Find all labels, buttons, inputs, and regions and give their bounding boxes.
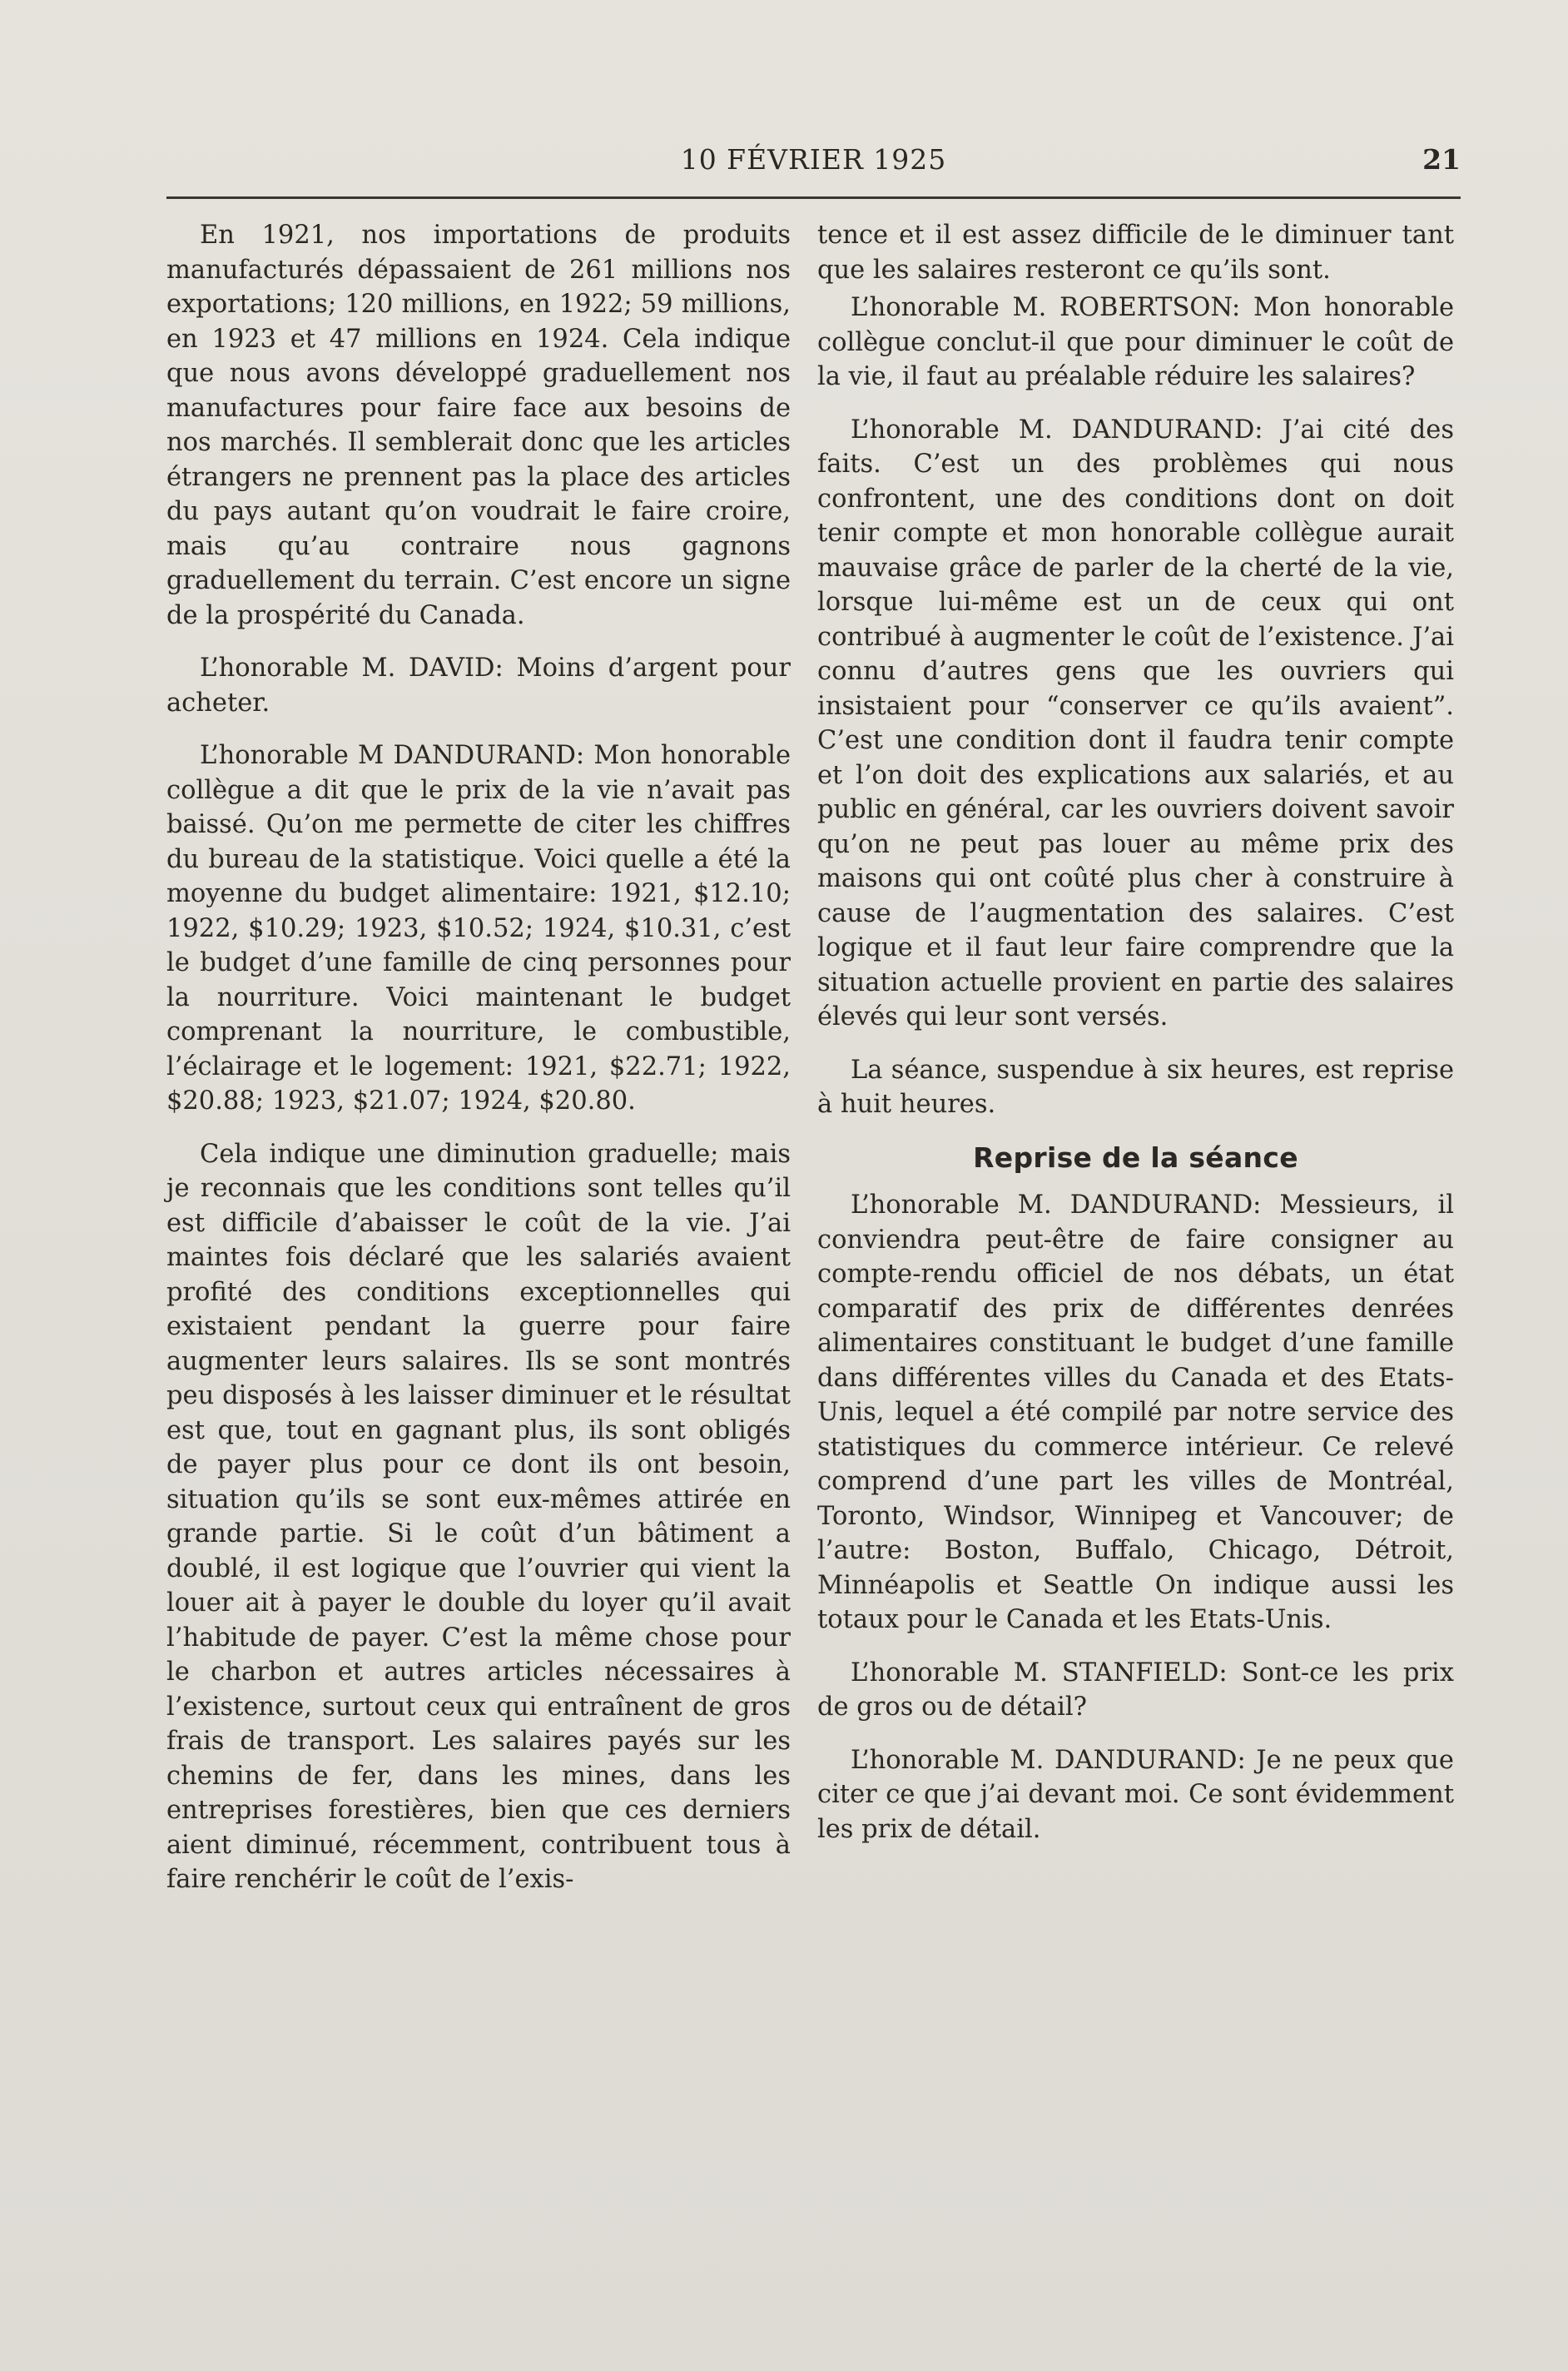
page-header bbox=[166, 143, 1461, 193]
header-rule bbox=[166, 196, 1461, 199]
paragraph: L’honorable M. DANDURAND: Messieurs, il conviendra peut-être de faire consigner au compte-rendu officiel de nos débats, un état comparatif des prix de différentes denrées alimentaires constituant le budget d’une famille dans différentes villes du Canada et des Etats-Unis, lequel a été compilé par notre service des statistiques du commerce intérieur. Ce relevé comprend d’une part les villes de Montréal, Toronto, Windsor, Winnipeg et Vancouver; de l’autre: Boston, Buffalo, Chicago, Détroit, Minnéapolis et Seattle On indique aussi les totaux pour le Canada et les Etats-Unis. bbox=[817, 1190, 1454, 1634]
paragraph: L’honorable M. DANDURAND: J’ai cité des faits. C’est un des problèmes qui nous confrontent, une des conditions dont on doit tenir compte et mon honorable collègue aurait mauvaise grâce de parler de la cherté de la vie, lorsque lui-même est un de ceux qui ont contribué à augmenter le coût de l’existence. J’ai connu d’autres gens que les ouvriers qui insistaient pour “conserver ce qu’ils avaient”. C’est une condition dont il faudra tenir compte et l’on doit des explications aux salariés, et au public en général, car les ouvriers doivent savoir qu’on ne peut pas louer au même prix des maisons qui ont coûté plus cher à construire à cause de l’augmentation des salaires. C’est logique et il faut leur faire comprendre que la situation actuelle provient en partie des salaires élevés qui leur sont versés. bbox=[817, 415, 1454, 1031]
paragraph: En 1921, nos importations de produits manufacturés dépassaient de 261 millions nos exportations; 120 millions, en 1922; 59 millions, en 1923 et 47 millions en 1924. Cela indique que nous avons développé graduellement nos manufactures pour faire face aux besoins de nos marchés. Il semblerait donc que les articles étrangers ne prennent pas la place des articles du pays autant qu’on voudrait le faire croire, mais qu’au contraire nous gagnons graduellement du terrain. C’est encore un signe de la prospérité du Canada. bbox=[166, 221, 791, 630]
paragraph: L’honorable M DANDURAND: Mon honorable collègue a dit que le prix de la vie n’avait pas baissé. Qu’on me permette de citer les chiffres du bureau de la statistique. Voici quelle a été la moyenne du budget alimentaire: 1921, $12.10; 1922, $10.29; 1923, $10.52; 1924, $10.31, c’est le budget d’une famille de cinq personnes pour la nourriture. Voici maintenant le budget comprenant la nourriture, le combustible, l’éclairage et le logement: 1921, $22.71; 1922, $20.88; 1923, $21.07; 1924, $20.80. bbox=[166, 741, 791, 1116]
paragraph-continuation: tence et il est assez difficile de le diminuer tant que les salaires resteront ce qu’ils sont. bbox=[817, 221, 1454, 285]
left-column bbox=[166, 218, 791, 1897]
paragraph: Cela indique une diminution graduelle; mais je reconnais que les conditions sont telles qu’il est difficile d’abaisser le coût de la vie. J’ai maintes fois déclaré que les salariés avaient profité des conditions exceptionnelles qui existaient pendant la guerre pour faire augmenter leurs salaires. Ils se sont montrés peu disposés à les laisser diminuer et le résultat est que, tout en gagnant plus, ils sont obligés de payer plus pour ce dont ils ont besoin, situation qu’ils se sont eux-mêmes attirée en grande partie. Si le coût d’un bâtiment a doublé, il est logique que l’ouvrier qui vient la louer ait à payer le double du loyer qu’il avait l’habitude de payer. C’est la même chose pour le charbon et autres articles nécessaires à l’existence, surtout ceux qui entraînent de gros frais de transport. Les salaires payés sur les chemins de fer, dans les mines, dans les entreprises forestières, bien que ces derniers aient diminué, récemment, contribuent tous à faire renchérir le coût de l’exis- bbox=[166, 1139, 791, 1894]
paragraph: L’honorable M. DANDURAND: Je ne peux que citer ce que j’ai devant moi. Ce sont évidemment les prix de détail. bbox=[817, 1745, 1454, 1844]
section-heading: Reprise de la séance bbox=[973, 1141, 1298, 1174]
paragraph: L’honorable M. ROBERTSON: Mon honorable collègue conclut-il que pour diminuer le coût de la vie, il faut au préalable réduire les salaires? bbox=[817, 293, 1454, 391]
header-date: 10 FÉVRIER 1925 bbox=[680, 143, 947, 176]
right-column bbox=[817, 218, 1454, 1865]
paragraph: La séance, suspendue à six heures, est reprise à huit heures. bbox=[817, 1055, 1454, 1119]
page-number: 21 bbox=[1422, 143, 1461, 176]
paragraph: L’honorable M. STANFIELD: Sont-ce les prix de gros ou de détail? bbox=[817, 1658, 1454, 1722]
paragraph: L’honorable M. DAVID: Moins d’argent pour acheter. bbox=[166, 654, 791, 718]
